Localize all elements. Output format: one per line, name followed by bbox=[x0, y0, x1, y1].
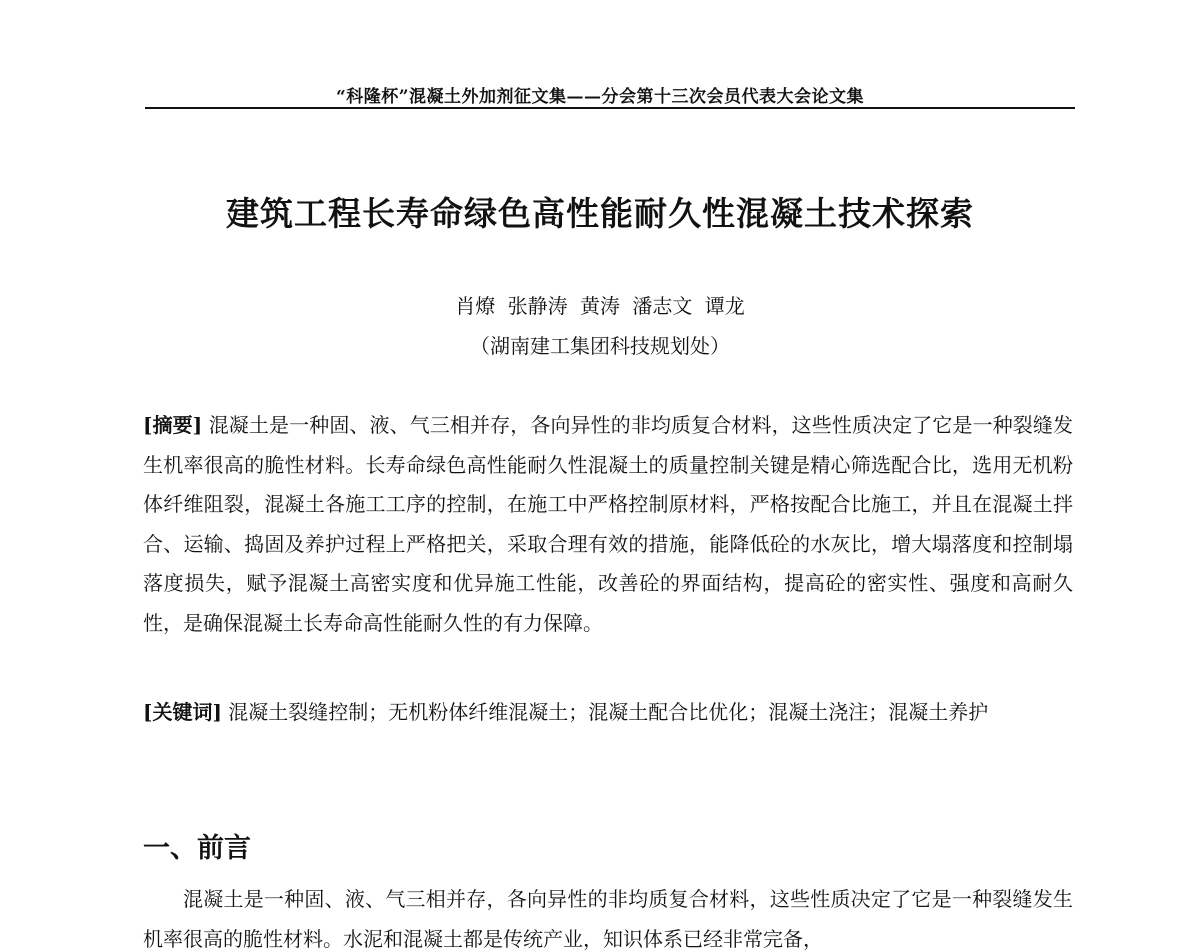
paper-title: 建筑工程长寿命绿色高性能耐久性混凝土技术探索 bbox=[226, 194, 974, 233]
keywords-label: [关键词] bbox=[143, 700, 222, 724]
section-title-introduction: 一、前言 bbox=[143, 833, 251, 864]
abstract bbox=[143, 406, 1073, 643]
header-rule bbox=[145, 107, 1075, 109]
affiliation: （湖南建工集团科技规划处） bbox=[470, 334, 730, 358]
section-body-introduction: 混凝土是一种固、液、气三相并存，各向异性的非均质复合材料，这些性质决定了它是一种裂缝发生机率很高的脆性材料。水泥和混凝土都是传统产业，知识体系已经非常完备， bbox=[143, 887, 1073, 951]
running-header: “科隆杯”混凝土外加剂征文集——分会第十三次会员代表大会论文集 bbox=[335, 87, 865, 107]
authors: 肖燎 张静涛 黄涛 潘志文 谭龙 bbox=[455, 294, 745, 318]
keywords-text: 混凝土裂缝控制；无机粉体纤维混凝土；混凝土配合比优化；混凝土浇注；混凝土养护 bbox=[228, 700, 989, 724]
abstract-label: [摘要] bbox=[143, 413, 203, 437]
keywords bbox=[143, 693, 1073, 733]
abstract-text: 混凝土是一种固、液、气三相并存，各向异性的非均质复合材料，这些性质决定了它是一种裂缝发生机率很高的脆性材料。长寿命绿色高性能耐久性混凝土的质量控制关键是精心筛选配合比，选用无机粉体纤维阻裂，混凝土各施工工序的控制，在施工中严格控制原材料，严格按配合比施工，并且在混凝土拌合、运输、捣固及养护过程上严格把关，采取合理有效的措施，能降低砼的水灰比，增大塌落度和控制塌落度损失，赋予混凝土高密实度和优异施工性能，改善砼的界面结构，提高砼的密实性、强度和高耐久性，是确保混凝土长寿命高性能耐久性的有力保障。 bbox=[143, 413, 1073, 635]
